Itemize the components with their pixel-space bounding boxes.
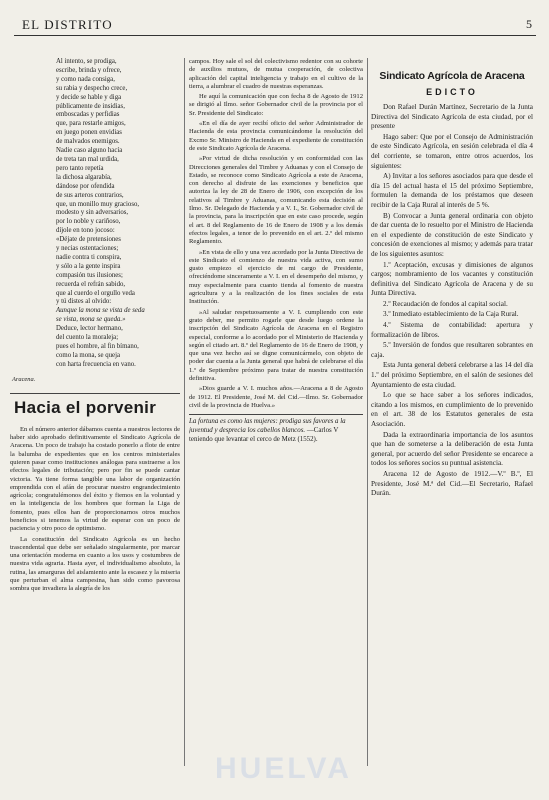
poem-line: por lo noble y cariñoso, (56, 218, 121, 226)
article-paragraph: «En el día de ayer recibí oficio del señor Administrador de Hacienda de esta provincia comunicándome la resolución del Excmo Sr. Ministro de Hacienda en el expediente de constitución de este Sindicato Agrícola de Aracena. (189, 120, 363, 152)
edict-paragraph: 2.º Recaudación de fondos al capital social. (383, 299, 508, 308)
article-body-part1 (10, 426, 180, 594)
column-divider (184, 58, 185, 766)
edict-paragraph: Hago saber: Que por el Consejo de Administración de este Sindicato Agrícola, en sesión celebrada el día 4 del corriente, se tomaron, entre otros acuerdos, los siguientes: (371, 132, 533, 170)
archive-watermark: HUELVA (215, 752, 352, 785)
article-paragraph: »Dios guarde a V. I. muchos años.—Aracena a 8 de Agosto de 1912. El Presidente, José M. del Cid.—Ilmo. Sr. Gobernador civil de la provincia de Huelva.» (189, 385, 363, 409)
edict-paragraph: 1.º Aceptación, excusas y dimisiones de algunos cargos; nombramiento de los vacantes y constitución definitiva del Sindicato Agrícola de Aracena y de su Junta Directiva. (371, 260, 533, 298)
edict-heading: Sindicato Agrícola de Aracena (379, 70, 525, 82)
poem-line: Deduce, lector hermano, (56, 325, 123, 333)
edict-paragraph: Don Rafael Durán Martínez, Secretario de la Junta Directiva del Sindicato Agrícola de esta ciudad, por el presente (371, 103, 533, 131)
article-paragraph: La constitución del Sindicato Agrícola es un hecho trascendental que debe ser señalado singularmente, por marcar una orientación moderna en cuanto a los usos y costumbres de nuestra vida agraria. Hasta ayer, el individualismo absoluto, la rutina, las amarguras del aislamiento ante la escasez y la miseria que perturban el alma campesina, han sido como pavorosa sombra que invadiera la alegría de los (10, 535, 180, 593)
column-right (371, 58, 533, 783)
article-paragraph: »Al saludar respetuosamente a V. I. cumpliendo con este grato deber, me permito rogarle que desde luego ordene la inscripción del Sindicato Agrícola de Aracena en el Registro especial, conforme a lo acordado por el Ministerio de Hacienda y según el citado art. 8.º del Reglamento de 16 de Enero de 1908, y que una vez hecho así se digne comunicármelo, con objeto de poder dar cuenta a la Junta general que habrá de celebrarse el día 1.º de Septiembre próximo para tratar de nuestra constitución definitiva. (189, 308, 363, 382)
edict-paragraph: Lo que se hace saber a los señores indicados, citando a los mismos, en cumplimiento de lo prevenido en el art. 38 de los Estatutos generales de esta Asociación. (371, 391, 533, 428)
edict-paragraph: 3.º Inmediato establecimiento de la Caja Rural. (383, 310, 519, 319)
edict-paragraph: Aracena 12 de Agosto de 1912.—V.º B.º, El Presidente, José M.ª del Cid.—El Secretario, Rafael Durán. (371, 469, 533, 498)
poem-line: pero tanto repetía (56, 164, 104, 172)
poem-line: del cuento la moraleja; (56, 334, 119, 342)
poem-line: se vista, mona se queda.» (56, 316, 126, 324)
poem-line: díjole en tono jocoso: (56, 227, 115, 235)
poem-line: emboscadas y perfidias (56, 111, 120, 119)
quote-attribution: —Carlos V teniendo que levantar el cerco de Metz (1552). (189, 426, 339, 443)
poem-line: modesto y sin adversarios, (56, 209, 129, 217)
poem-line: recuerda el refrán sabido, (56, 280, 126, 288)
article-paragraph: He aquí la comunicación que con fecha 8 de Agosto de 1912 se dirigió al Ilmo. señor Gobernador civil de la provincia por el Sr. Presidente del Sindicato: (189, 93, 363, 117)
article-paragraph: campos. Hoy sale el sol del colectivismo redentor con su cohorte de auxilios mutuos, de mutua cooperación, de colectiva aplicación del capital inteligencia y trabajo en el cultivo de la tierra, a alumbrar el cuadro de nuestras esperanzas. (189, 58, 363, 90)
poem (10, 58, 180, 370)
poem-line: su rabia y despecho crece, (56, 84, 128, 92)
poem-line: y tú distes al olvido: (56, 298, 112, 306)
column-left (10, 58, 180, 783)
poem-line: Nadie caso alguno hacía (56, 147, 123, 155)
poem-line: en juego ponen envidias (56, 129, 122, 137)
edict-paragraph: 5.º Inversión de fondos que resultaren sobrantes en caja. (371, 341, 533, 359)
section-rule (10, 393, 180, 394)
page-header (14, 10, 536, 36)
poem-line: y como nada consiga, (56, 75, 115, 83)
edict-body (371, 103, 533, 499)
edict-subtitle: EDICTO (426, 87, 478, 97)
poem-line: con harta frecuencia en vano. (56, 360, 136, 368)
poem-line: que al cuerdo el orgullo veda (56, 289, 135, 297)
poem-line: de sus arteros contrarios, (56, 191, 124, 199)
poem-line: compasión tus ilusiones; (56, 271, 123, 279)
page-number: 5 (526, 17, 532, 31)
publication-title: EL DISTRITO (22, 17, 113, 32)
poem-line: y necias ostentaciones; (56, 245, 119, 253)
edict-paragraph: A) Invitar a los señores asociados para que desde el día 15 del actual hasta el 15 del próximo Septiembre, formulen la demanda de los préstamos que deseen recibir de la Caja Rural al interés de 5 %. (371, 172, 533, 209)
poem-line: de treta tan mal urdida, (56, 155, 119, 163)
article-paragraph: En el número anterior dábamos cuenta a nuestros lectores de haber sido aprobado definitivamente el Sindicato Agrícola de Aracena. Un poco de trabajo ha costado ponerlo a flote de entre la balumba de expedientes que en los centros ministeriales quieren pasar como instituciones análogas para sustraerse a los efectos legales de tributación; pero por fin se puede cantar victoria. Ya tiene forma tangible una labor de organización emprendida con el afán de procurar nuestro engrandecimiento agrícola; congratulémonos del éxito y fiemos en la voluntad y en la inteligencia de los hombres que forman la Liga de fomento, pues ellos han de proporcionarnos otros muchos beneficios si tenemos la virtud de esperar con un poco de paciencia y otro poco de optimismo. (10, 425, 180, 533)
poem-line: pues el hombre, al fin bímano, (56, 343, 139, 350)
poem-line: «Déjate de pretensiones (56, 236, 121, 244)
poem-line: Aunque la mona se vista de seda (56, 307, 145, 315)
quote-text: La fortuna es como las mujeres: prodiga sus favores a la juventud y desprecia los cabellos blancos. (189, 418, 346, 434)
edict-paragraph: 4.º Sistema de contabilidad: apertura y formalización de libros. (371, 321, 533, 339)
edict-paragraph: Esta Junta general deberá celebrarse a las 14 del día 1.º del próximo Septiembre, en el salón de sesiones del Ayuntamiento de esta ciudad. (371, 361, 533, 389)
edict-paragraph: B) Convocar a Junta general ordinaria con objeto de dar cuenta de lo resuelto por el Ministro de Hacienda en el expediente de constitución de este Sindicato y concesión de exenciones al mismo; y además para tratar de los siguientes asuntos: (371, 211, 533, 258)
poem-line: y decide se hable y diga (56, 93, 122, 101)
poem-line: dándose por ofendida (56, 182, 115, 190)
article-body-part2 (189, 58, 363, 410)
column-divider (367, 58, 368, 766)
quote-box (189, 414, 363, 444)
article-paragraph: »Por virtud de dicha resolución y en conformidad con las Direcciones generales del Timbre y Aduanas y con el Consejo de Estado, se reconoce como Sindicato Agrícola a este de Aracena, con derecho al disfrute de las exenciones y beneficios que autoriza la ley de 28 de Enero de 1906, con excepción de los relativos al Timbre y Aduanas, comunicando esta decisión al Ilmo. Sr. Delegado de Hacienda y a V. I., Sr. Gobernador civil de la provincia, para la inscripción que en este caso procede, según el art. 8 del Reglamento de 16 de Enero de 1908 y a los demás efectos legales, a tenor de lo prevenido en el art. 2.º del mismo Reglamento. (189, 155, 363, 246)
poem-signature: Aracena. (12, 375, 36, 383)
article-title: Hacia el porvenir (14, 397, 157, 417)
article-paragraph: »En vista de ello y una vez acordado por la Junta Directiva de este Sindicato el comienzo de nuestra vida activa, con sumo gusto empiezo el ejercicio de mi cargo de Presidente, ofreciéndome sinceramente a V. I. en el desempeño del mismo, y muy especialmente para cuanto tienda al fomento de nuestra agricultura y a la realización de los fines sociales de esta Institución. (189, 248, 363, 306)
poem-line: que, para restarle amigos, (56, 120, 126, 128)
poem-line: escribe, brinda y ofrece, (56, 66, 122, 74)
poem-line: Al intento, se prodiga, (56, 58, 117, 65)
poem-line: públicamente de insidias, (56, 102, 125, 110)
poem-line: nadie contra ti conspira, (56, 253, 122, 261)
poem-line: que, un monillo muy gracioso, (56, 200, 140, 208)
poem-line: la dichosa algarabía, (56, 173, 112, 181)
poem-line: y sólo a la gente inspira (56, 262, 121, 270)
poem-line: de malvados enemigos. (56, 138, 120, 146)
edict-paragraph: Dada la extraordinaria importancia de los asuntos que han de someterse a la deliberación de esta Junta general, por acuerdo del señor Presidente se encarece a todos los señores socios su puntual asistencia. (371, 430, 533, 468)
column-middle (189, 58, 363, 783)
poem-line: como la mona, se queja (56, 351, 120, 359)
